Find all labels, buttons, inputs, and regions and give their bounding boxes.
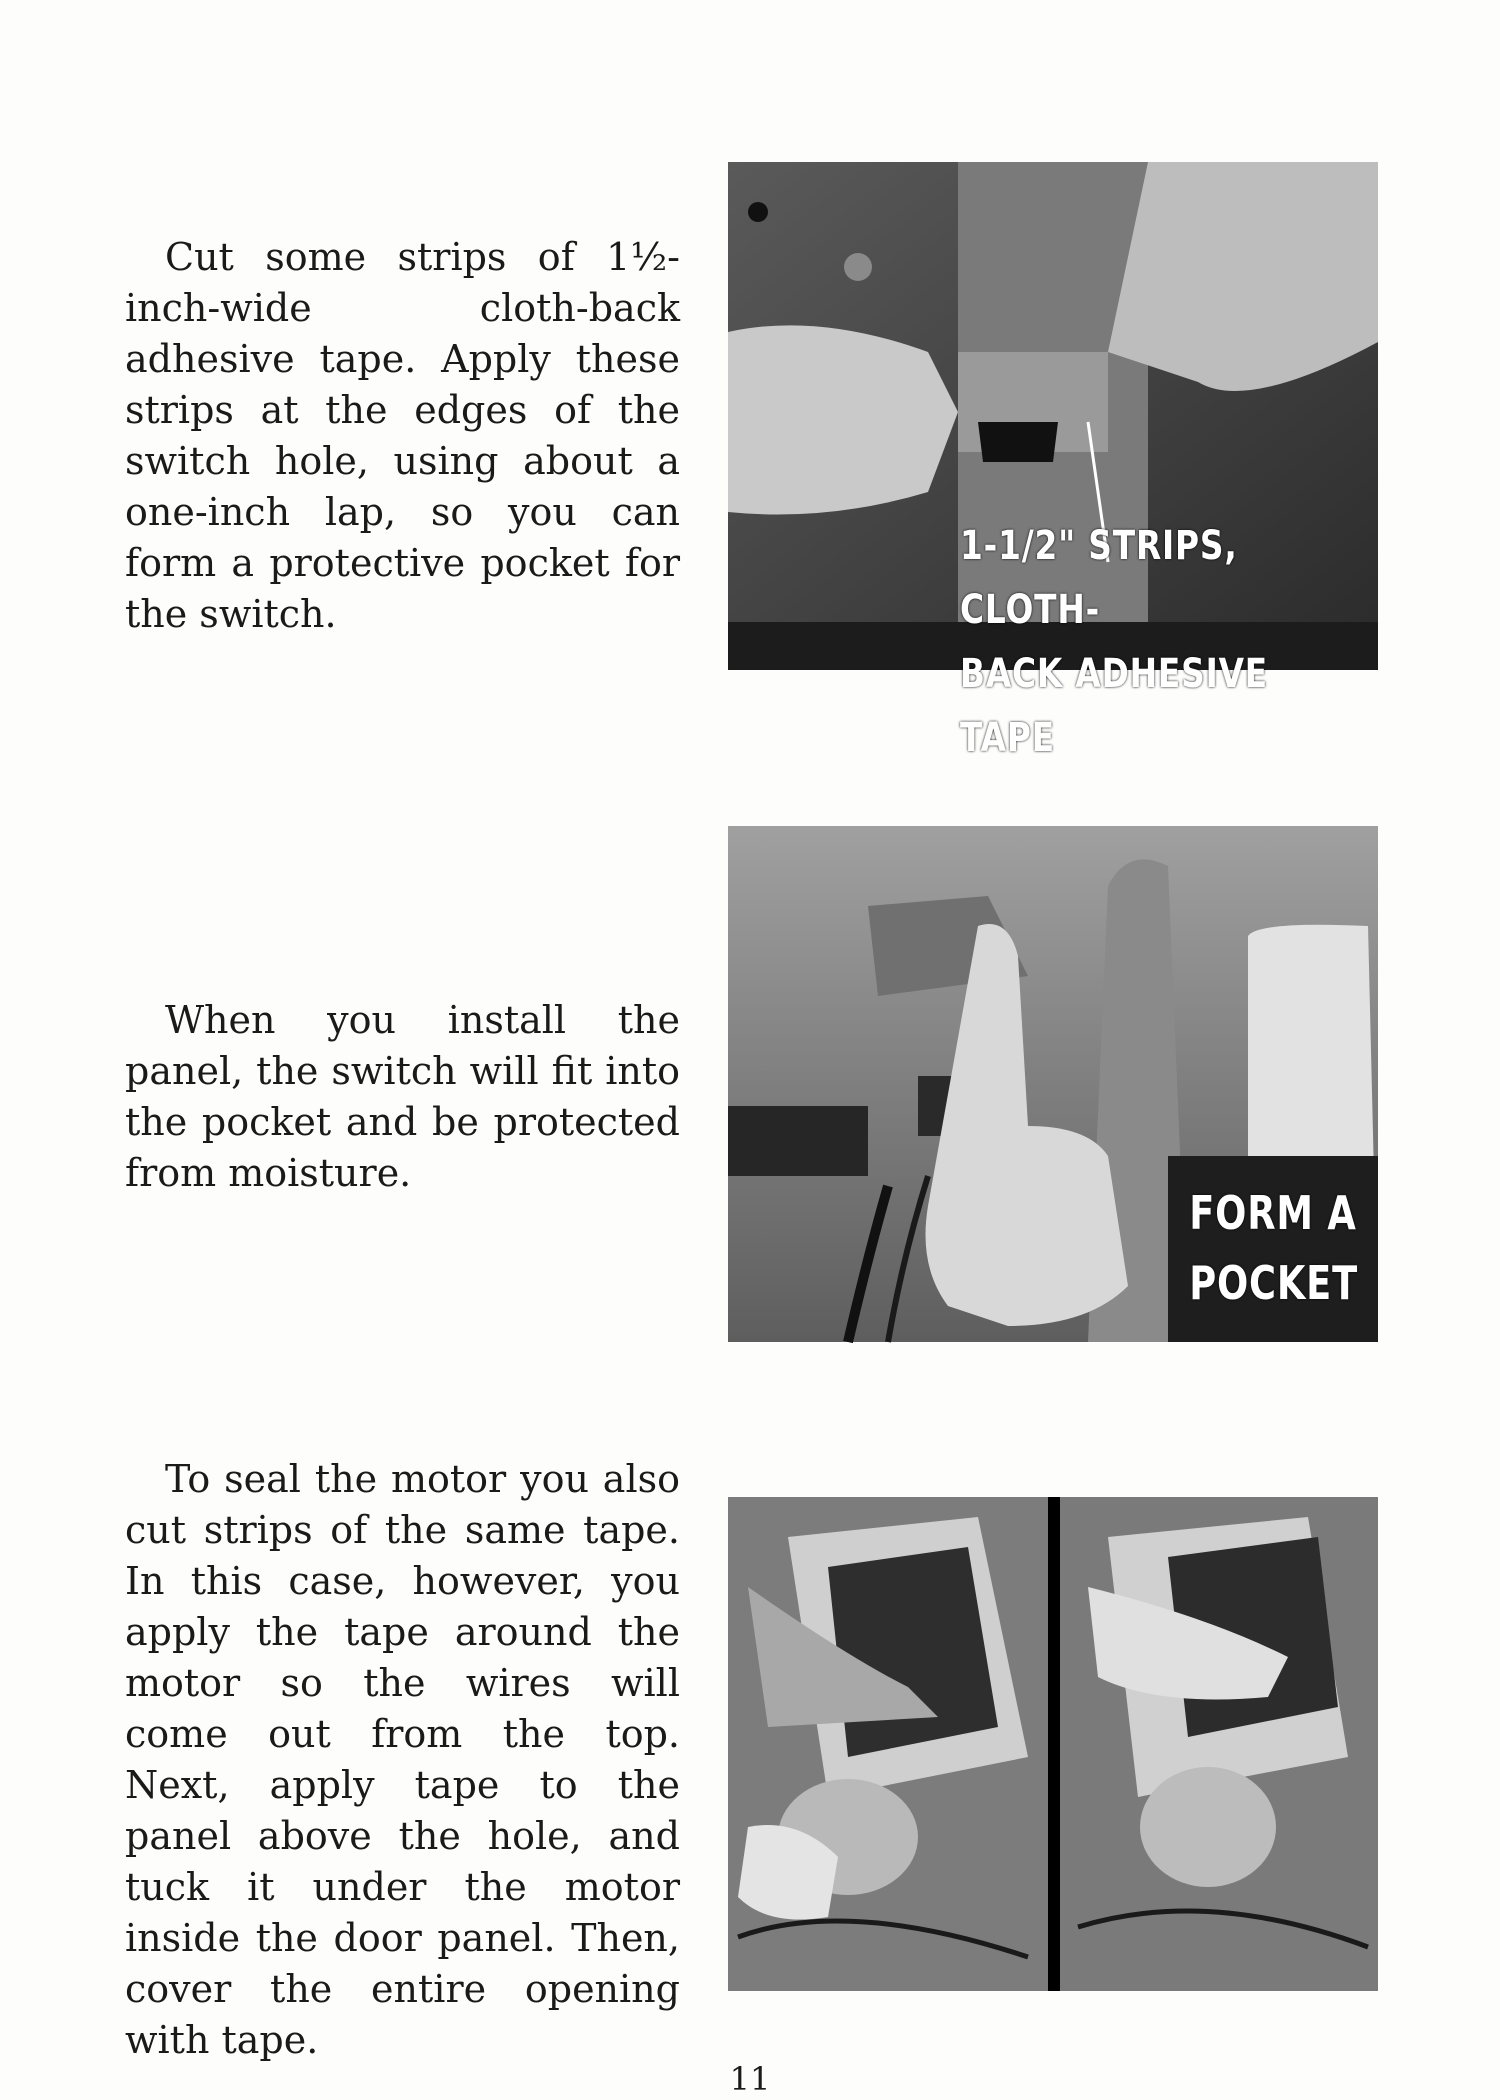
page-number: 11 (729, 2060, 771, 2098)
instruction-paragraph-seal-motor: To seal the motor you also cut strips of the same tape. In this case, however, you apply the tape around the motor so the wires will come out from the top. Next, apply tape to the panel above the hole, and tuck it under the motor inside the door panel. Then, cover the entire opening with tape. (125, 1457, 680, 2062)
photo-caption-tape-strips (960, 514, 1296, 770)
caption-line: FORM A (1189, 1186, 1357, 1240)
instruction-paragraph-cut-strips: Cut some strips of 1½-inch-wide cloth-back adhesive tape. Apply these strips at the edges of the switch hole, using about a one-inch lap, so you can form a protective pocket for the switch. (125, 235, 680, 636)
caption-line: 1-1/2" STRIPS, CLOTH- (960, 523, 1238, 633)
instruction-paragraph-install-panel: When you install the panel, the switch will fit into the pocket and be protected from moisture. (125, 998, 680, 1195)
photo-forming-pocket (728, 826, 1378, 1342)
photo-applying-tape-strips (728, 162, 1378, 761)
caption-line: POCKET (1189, 1256, 1358, 1310)
photo-sealing-motor-pair (728, 1497, 1378, 1991)
caption-line: BACK ADHESIVE TAPE (960, 651, 1269, 761)
photo-caption-form-pocket (1189, 1178, 1358, 1318)
